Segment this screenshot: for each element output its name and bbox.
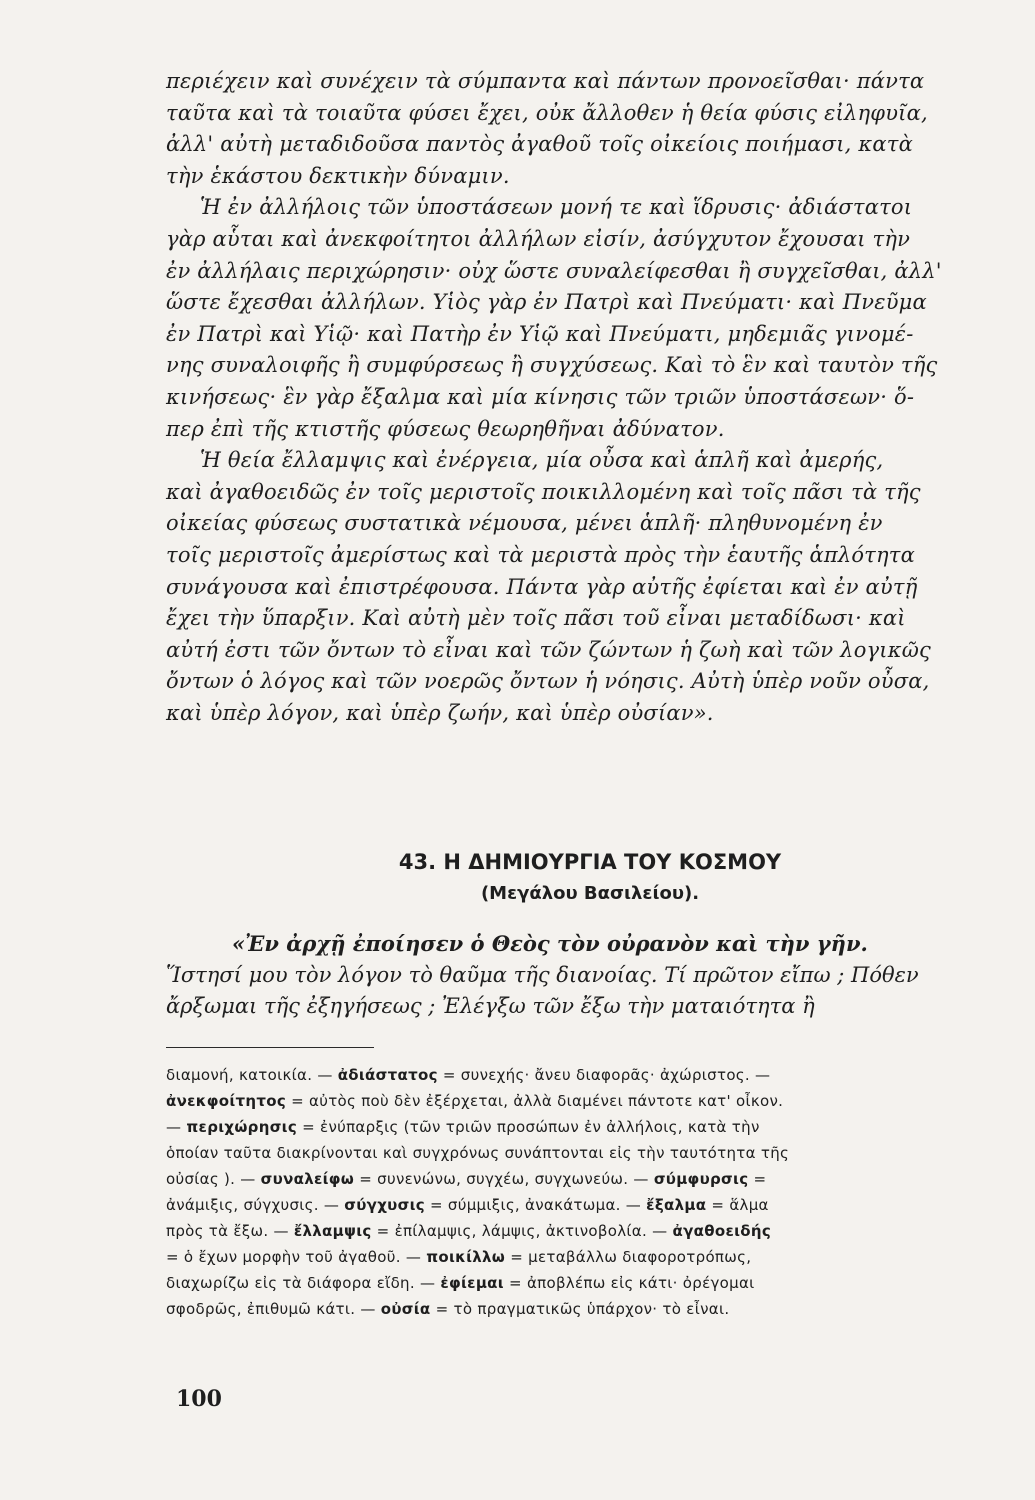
note-text: οὐσίας ). — xyxy=(166,1170,261,1188)
note-line xyxy=(166,1296,1026,1322)
main-text xyxy=(166,66,1016,729)
text-line: ἐν Πατρὶ καὶ Υἱῷ· καὶ Πατὴρ ἐν Υἱῷ καὶ Πνεύματι, μηδεμιᾶς γινομέ- xyxy=(166,321,914,346)
text-line: συνάγουσα καὶ ἐπιστρέφουσα. Πάντα γὰρ αὐτῆς ἐφίεται καὶ ἐν αὐτῇ xyxy=(166,574,918,599)
note-line xyxy=(166,1088,1026,1114)
note-text: πρὸς τὰ ἔξω. — xyxy=(166,1222,294,1240)
text-line: τοῖς μεριστοῖς ἀμερίστως καὶ τὰ μεριστὰ πρὸς τὴν ἑαυτῆς ἁπλότητα xyxy=(166,542,915,567)
note-text: = ὁ ἔχων μορφὴν τοῦ ἀγαθοῦ. — xyxy=(166,1248,427,1266)
note-term: ἔξαλμα xyxy=(646,1196,707,1214)
text-line: καὶ ὑπὲρ λόγον, καὶ ὑπὲρ ζωήν, καὶ ὑπὲρ οὐσίαν». xyxy=(166,700,714,725)
note-line xyxy=(166,1166,1026,1192)
text-line: γὰρ αὗται καὶ ἀνεκφοίτητοι ἀλλήλων εἰσίν, ἀσύγχυτον ἔχουσαι τὴν xyxy=(166,226,911,251)
note-term: ἔλλαμψις xyxy=(293,1222,372,1240)
note-text: = ἐπίλαμψις, λάμψις, ἀκτινοβολία. — xyxy=(371,1222,673,1240)
text-line: καὶ ἀγαθοειδῶς ἐν τοῖς μεριστοῖς ποικιλλομένη καὶ τοῖς πᾶσι τὰ τῆς xyxy=(166,479,921,504)
note-text: = ἀποβλέπω εἰς κάτι· ὀρέγομαι xyxy=(503,1274,755,1292)
note-text: σφοδρῶς, ἐπιθυμῶ κάτι. — xyxy=(166,1300,381,1318)
text-line: ἐν ἀλλήλαις περιχώρησιν· οὐχ ὥστε συναλείφεσθαι ἢ συγχεῖσθαι, ἀλλ' xyxy=(166,258,942,283)
note-text: διαμονή, κατοικία. — xyxy=(166,1066,338,1084)
note-term: οὐσία xyxy=(380,1300,431,1318)
note-line: ὁποίαν ταῦτα διακρίνονται καὶ συγχρόνως συνάπτονται εἰς τὴν ταυτότητα τῆς xyxy=(166,1144,790,1162)
note-text: ἀνάμιξις, σύγχυσις. — xyxy=(166,1196,345,1214)
text-line: ὄντων ὁ λόγος καὶ τῶν νοερῶς ὄντων ἡ νόησις. Αὐτὴ ὑπὲρ νοῦν οὖσα, xyxy=(166,669,930,694)
text-line: αὐτή ἐστι τῶν ὄντων τὸ εἶναι καὶ τῶν ζώντων ἡ ζωὴ καὶ τῶν λογικῶς xyxy=(166,637,931,662)
text-line: ἔχει τὴν ὕπαρξιν. Καὶ αὐτὴ μὲν τοῖς πᾶσι τοῦ εἶναι μεταδίδωσι· καὶ xyxy=(166,606,906,631)
note-term: συναλείφω xyxy=(260,1170,355,1188)
note-term: ἀγαθοειδής xyxy=(672,1222,772,1240)
note-text: = μεταβάλλω διαφοροτρόπως, xyxy=(505,1248,752,1266)
section-text xyxy=(166,928,1016,1023)
text-line: ἀλλ' αὐτὴ μεταδιδοῦσα παντὸς ἀγαθοῦ τοῖς οἰκείοις ποιήμασι, κατὰ xyxy=(166,132,913,157)
text-line: περιέχειν καὶ συνέχειν τὰ σύμπαντα καὶ πάντων προνοεῖσθαι· πάντα xyxy=(166,69,925,93)
footnote-divider xyxy=(166,1047,374,1048)
note-text: = ἅλμα xyxy=(706,1196,769,1214)
note-text: = τὸ πραγματικῶς ὑπάρχον· τὸ εἶναι. xyxy=(430,1300,730,1318)
note-text: = συνεχής· ἄνευ διαφορᾶς· ἀχώριστος. — xyxy=(437,1066,771,1084)
note-line xyxy=(166,1192,1026,1218)
note-text: διαχωρίζω εἰς τὰ διάφορα εἴδη. — xyxy=(166,1274,441,1292)
note-line xyxy=(166,1270,1026,1296)
section-title: 43. Η ΔΗΜΙΟΥΡΓΙΑ ΤΟΥ ΚΟΣΜΟΥ xyxy=(398,850,782,874)
note-term: περιχώρησις xyxy=(186,1118,298,1136)
note-line xyxy=(166,1062,1026,1088)
note-text: = ἐνύπαρξις (τῶν τριῶν προσώπων ἐν ἀλλήλοις, κατὰ τὴν xyxy=(297,1118,760,1136)
text-line: Ἡ ἐν ἀλλήλοις τῶν ὑποστάσεων μονή τε καὶ ἵδρυσις· ἀδιάστατοι xyxy=(200,195,913,220)
note-line xyxy=(166,1114,1026,1140)
note-text: — xyxy=(166,1118,187,1136)
text-line: ταῦτα καὶ τὰ τοιαῦτα φύσει ἔχει, οὐκ ἄλλοθεν ἡ θεία φύσις εἰληφυῖα, xyxy=(166,100,928,125)
text-line: νης συναλοιφῆς ἢ συμφύρσεως ἢ συγχύσεως. Καὶ τὸ ἓν καὶ ταυτὸν τῆς xyxy=(166,353,938,378)
text-line: ἄρξωμαι τῆς ἐξηγήσεως ; Ἐλέγξω τῶν ἔξω τὴν ματαιότητα ἢ xyxy=(166,994,815,1019)
page-number: 100 xyxy=(176,1386,222,1412)
note-text: = αὐτὸς ποὺ δὲν ἐξέρχεται, ἀλλὰ διαμένει πάντοτε κατ' οἶκον. xyxy=(286,1092,784,1110)
note-text: = συνενώνω, συγχέω, συγχωνεύω. — xyxy=(354,1170,654,1188)
section-opening-quote: «Ἐν ἀρχῇ ἐποίησεν ὁ Θεὸς τὸν οὐρανὸν καὶ τὴν γῆν. xyxy=(232,931,868,956)
note-line xyxy=(166,1218,1026,1244)
section-subtitle: (Μεγάλου Βασιλείου). xyxy=(480,883,700,904)
note-line xyxy=(166,1244,1026,1270)
text-line: οἰκείας φύσεως συστατικὰ νέμουσα, μένει ἁπλῆ· πληθυνομένη ἐν xyxy=(166,511,883,536)
note-term: ποικίλλω xyxy=(426,1248,506,1266)
text-line: ὥστε ἔχεσθαι ἀλλήλων. Υἱὸς γὰρ ἐν Πατρὶ καὶ Πνεύματι· καὶ Πνεῦμα xyxy=(166,290,927,315)
text-line: Ἵστησί μου τὸν λόγον τὸ θαῦμα τῆς διανοίας. Τί πρῶτον εἴπω ; Πόθεν xyxy=(166,962,919,987)
note-term: ἐφίεμαι xyxy=(440,1274,504,1292)
note-term: σύγχυσις xyxy=(344,1196,425,1214)
text-line: κινήσεως· ἓν γὰρ ἔξαλμα καὶ μία κίνησις τῶν τριῶν ὑποστάσεων· ὅ- xyxy=(166,384,915,409)
note-term: σύμφυρσις xyxy=(653,1170,749,1188)
text-line: τὴν ἑκάστου δεκτικὴν δύναμιν. xyxy=(166,163,510,188)
text-line: Ἡ θεία ἔλλαμψις καὶ ἐνέργεια, μία οὖσα καὶ ἁπλῆ καὶ ἀμερής, xyxy=(200,448,884,473)
note-text: = σύμμιξις, ἀνακάτωμα. — xyxy=(424,1196,647,1214)
section-heading xyxy=(160,846,1020,910)
note-term: ἀνεκφοίτητος xyxy=(166,1092,287,1110)
note-text: = xyxy=(748,1170,767,1188)
text-line: περ ἐπὶ τῆς κτιστῆς φύσεως θεωρηθῆναι ἀδύνατον. xyxy=(166,416,725,441)
footnotes xyxy=(166,1062,1026,1322)
note-term: ἀδιάστατος xyxy=(337,1066,438,1084)
